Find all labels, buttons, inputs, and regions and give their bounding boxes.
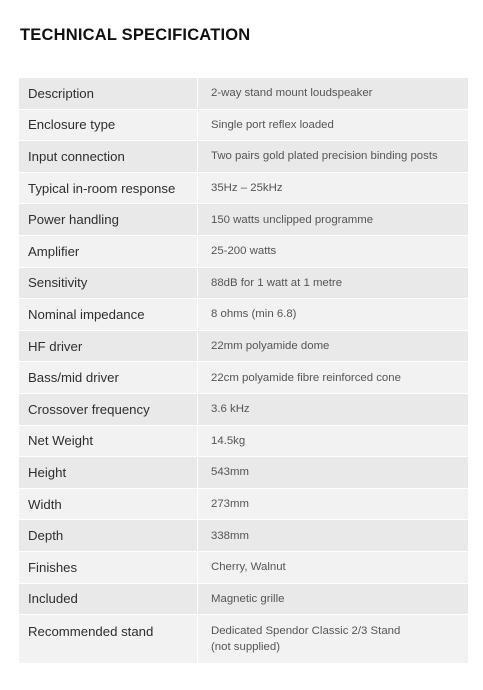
spec-label: Included: [19, 584, 198, 615]
spec-value: 2-way stand mount loudspeaker: [211, 87, 373, 100]
table-row: [19, 268, 468, 300]
spec-value: 273mm: [211, 498, 249, 511]
spec-value: 88dB for 1 watt at 1 metre: [211, 276, 343, 289]
spec-value: 25-200 watts: [211, 245, 277, 258]
spec-label: Description: [19, 78, 198, 109]
table-row: [19, 584, 468, 616]
spec-value: 338mm: [211, 529, 249, 542]
spec-label: Typical in-room response: [19, 173, 198, 204]
spec-label: HF driver: [19, 331, 198, 362]
table-row: [19, 552, 468, 584]
table-row: [19, 520, 468, 552]
page-title: TECHNICAL SPECIFICATION: [20, 26, 251, 44]
table-row: [19, 331, 468, 363]
spec-value: 35Hz – 25kHz: [211, 182, 283, 195]
table-row: [19, 489, 468, 521]
spec-label: Amplifier: [19, 236, 198, 267]
spec-label: Sensitivity: [19, 268, 198, 299]
table-row: [19, 615, 468, 664]
table-row: [19, 173, 468, 205]
table-row: [19, 394, 468, 426]
table-row: [19, 141, 468, 173]
spec-label: Input connection: [19, 141, 198, 172]
table-row: [19, 457, 468, 489]
spec-value: 3.6 kHz: [211, 403, 250, 416]
spec-label: Bass/mid driver: [19, 362, 198, 393]
spec-value: Magnetic grille: [211, 592, 285, 605]
spec-value-line: Dedicated Spendor Classic 2/3 Stand: [211, 625, 401, 638]
table-row: [19, 78, 468, 110]
spec-label: Width: [19, 489, 198, 520]
spec-table: [19, 78, 468, 664]
spec-label: Crossover frequency: [19, 394, 198, 425]
spec-value: 22mm polyamide dome: [211, 340, 330, 353]
spec-value: 8 ohms (min 6.8): [211, 308, 297, 321]
spec-value-line: (not supplied): [211, 641, 281, 654]
spec-label: Net Weight: [19, 426, 198, 457]
spec-label: Nominal impedance: [19, 299, 198, 330]
spec-label: Enclosure type: [19, 110, 198, 141]
table-row: [19, 426, 468, 458]
table-row: [19, 204, 468, 236]
spec-value: Cherry, Walnut: [211, 561, 286, 574]
spec-value: 22cm polyamide fibre reinforced cone: [211, 371, 401, 384]
spec-label: Depth: [19, 520, 198, 551]
spec-value: Single port reflex loaded: [211, 118, 334, 131]
spec-value: 543mm: [211, 466, 249, 479]
spec-value: 14.5kg: [211, 434, 246, 447]
table-row: [19, 236, 468, 268]
spec-label: Finishes: [19, 552, 198, 583]
spec-value: [198, 615, 468, 663]
spec-label: Height: [19, 457, 198, 488]
spec-value: 150 watts unclipped programme: [211, 213, 374, 226]
table-row: [19, 299, 468, 331]
spec-label: Recommended stand: [19, 615, 198, 663]
table-row: [19, 110, 468, 142]
table-row: [19, 362, 468, 394]
spec-value: Two pairs gold plated precision binding posts: [211, 150, 438, 163]
spec-label: Power handling: [19, 204, 198, 235]
